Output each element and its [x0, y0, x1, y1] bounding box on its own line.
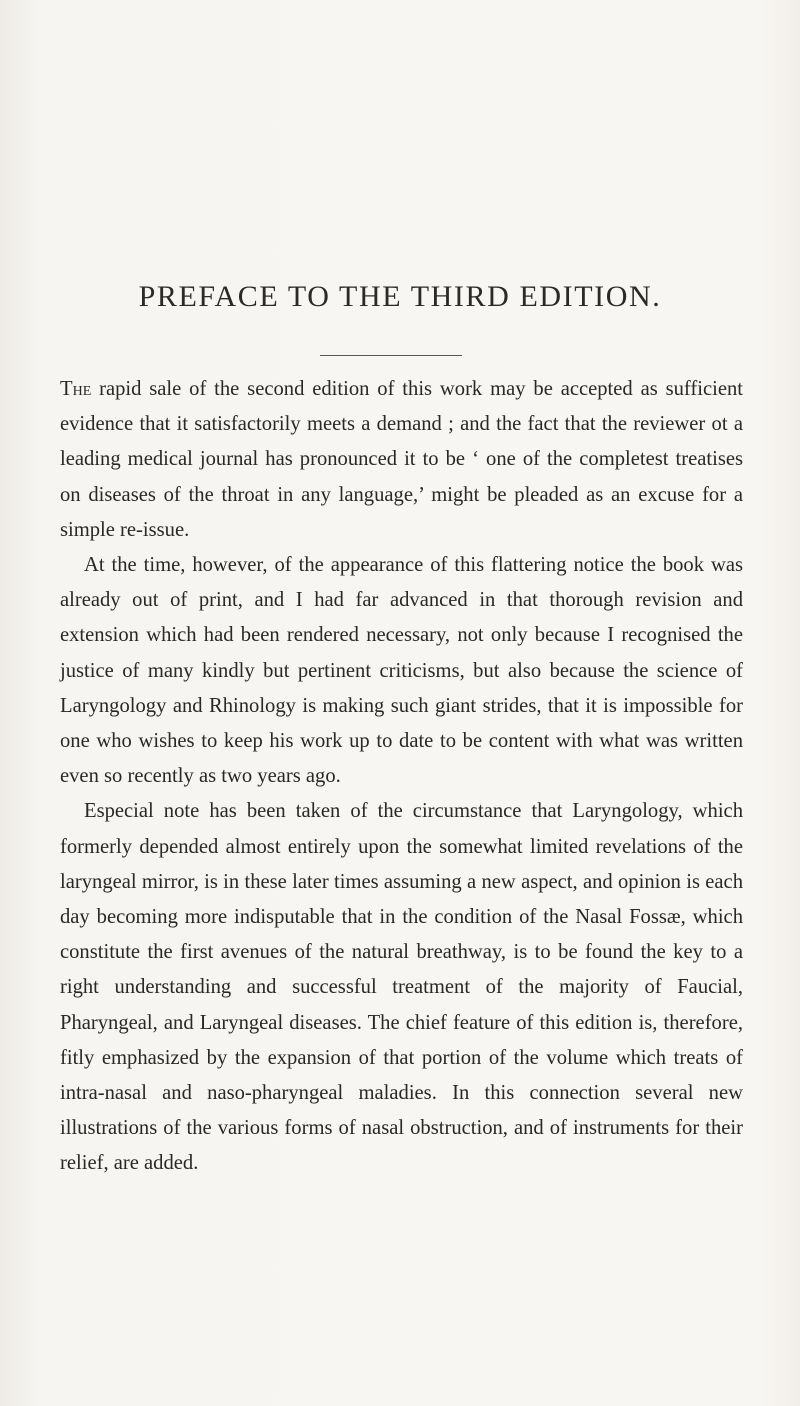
page-title: PREFACE TO THE THIRD EDITION.: [138, 280, 662, 313]
paragraph-3: Especial note has been taken of the circumstance that Laryngology, which formerly depended almost entirely upon the somewhat limited revelations of the laryngeal mirror, is in these later times assuming a new aspect, and opinion is each day becoming more indisputable that in the condition of the Nasal Fossæ, which constitute the first avenues of the natural breathway, is to be found the key to a right understanding and successful treatment of the majority of Faucial, Pharyngeal, and Laryngeal diseases. The chief feature of this edition is, therefore, fitly emphasized by the expansion of that portion of the volume which treats of intra-nasal and naso-pharyngeal maladies. In this connection several new illustrations of the various forms of nasal obstruction, and of instruments for their relief, are added.: [60, 800, 743, 1175]
paragraph-1-lead: The: [60, 378, 92, 400]
paragraph-1-text: rapid sale of the second edition of this work may be accepted as sufficient evidence that it satisfactorily meets a demand ; and the fact that the reviewer ot a leading medical journal has pronounced it to be ‘ one of the completest treatises on diseases of the throat in any language,’ might be pleaded as an excuse for a simple re-issue.: [60, 378, 743, 541]
title-divider: [320, 355, 462, 356]
preface-body: [60, 372, 743, 1182]
paragraph-1: [60, 372, 743, 548]
paragraph-2: At the time, however, of the appearance of this flattering notice the book was already out of print, and I had far advanced in that thorough revision and extension which had been rendered necessary, not only because I recognised the justice of many kindly but pertinent criticisms, but also because the science of Laryngology and Rhinology is making such giant strides, that it is impossible for one who wishes to keep his work up to date to be content with what was written even so recently as two years ago.: [60, 554, 743, 788]
